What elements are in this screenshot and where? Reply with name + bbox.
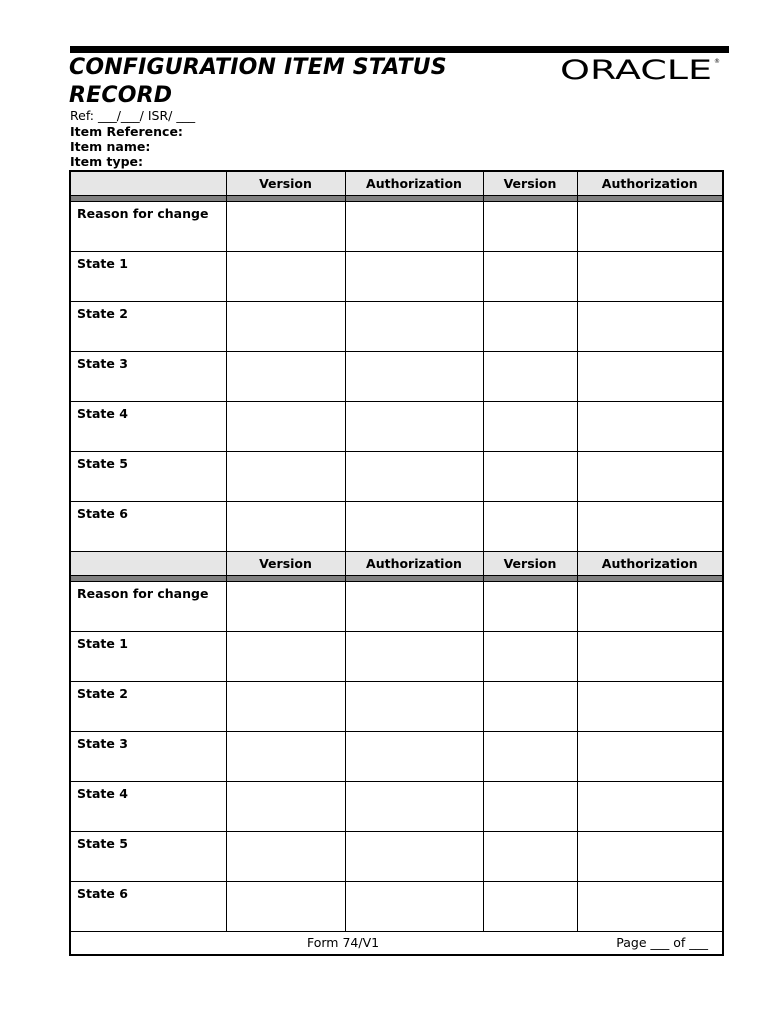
row-label: State 2 xyxy=(70,682,226,732)
entry-cell[interactable] xyxy=(577,502,723,552)
table-header-row xyxy=(70,552,723,576)
table-row xyxy=(70,302,723,352)
entry-cell[interactable] xyxy=(577,402,723,452)
item-type-label: Item type: xyxy=(70,154,144,169)
table-row xyxy=(70,402,723,452)
row-label: State 5 xyxy=(70,452,226,502)
entry-cell[interactable] xyxy=(345,732,483,782)
entry-cell[interactable] xyxy=(226,502,345,552)
table-row xyxy=(70,582,723,632)
entry-cell[interactable] xyxy=(226,682,345,732)
entry-cell[interactable] xyxy=(345,882,483,932)
row-label: State 6 xyxy=(70,882,226,932)
entry-cell[interactable] xyxy=(577,882,723,932)
title-line-1: CONFIGURATION ITEM STATUS xyxy=(69,55,447,80)
entry-cell[interactable] xyxy=(226,452,345,502)
column-header: Version xyxy=(226,552,345,576)
entry-cell[interactable] xyxy=(345,582,483,632)
item-reference-label: Item Reference: xyxy=(70,124,183,139)
entry-cell[interactable] xyxy=(226,202,345,252)
table-header-row xyxy=(70,171,723,196)
page-number: Page ___ of ___ xyxy=(616,935,708,950)
entry-cell[interactable] xyxy=(226,352,345,402)
status-table xyxy=(69,170,724,956)
row-label: State 3 xyxy=(70,732,226,782)
entry-cell[interactable] xyxy=(483,252,577,302)
entry-cell[interactable] xyxy=(226,252,345,302)
entry-cell[interactable] xyxy=(577,202,723,252)
oracle-logo-text: ORACLE xyxy=(560,56,712,82)
entry-cell[interactable] xyxy=(483,832,577,882)
row-label: State 6 xyxy=(70,502,226,552)
entry-cell[interactable] xyxy=(345,632,483,682)
entry-cell[interactable] xyxy=(345,302,483,352)
entry-cell[interactable] xyxy=(345,252,483,302)
row-label: State 2 xyxy=(70,302,226,352)
entry-cell[interactable] xyxy=(345,202,483,252)
column-header: Authorization xyxy=(577,552,723,576)
entry-cell[interactable] xyxy=(345,782,483,832)
entry-cell[interactable] xyxy=(345,832,483,882)
entry-cell[interactable] xyxy=(345,452,483,502)
entry-cell[interactable] xyxy=(483,502,577,552)
entry-cell[interactable] xyxy=(577,682,723,732)
column-header: Authorization xyxy=(345,552,483,576)
entry-cell[interactable] xyxy=(577,252,723,302)
entry-cell[interactable] xyxy=(577,302,723,352)
top-rule xyxy=(70,46,729,53)
entry-cell[interactable] xyxy=(345,682,483,732)
ref-line: Ref: ___/___/ ISR/ ___ xyxy=(70,108,196,123)
entry-cell[interactable] xyxy=(483,582,577,632)
entry-cell[interactable] xyxy=(226,732,345,782)
entry-cell[interactable] xyxy=(577,352,723,402)
entry-cell[interactable] xyxy=(226,632,345,682)
row-label: State 1 xyxy=(70,252,226,302)
entry-cell[interactable] xyxy=(483,352,577,402)
entry-cell[interactable] xyxy=(483,452,577,502)
entry-cell[interactable] xyxy=(577,452,723,502)
table-row xyxy=(70,632,723,682)
header-blank-cell xyxy=(70,552,226,576)
entry-cell[interactable] xyxy=(577,582,723,632)
entry-cell[interactable] xyxy=(226,782,345,832)
entry-cell[interactable] xyxy=(483,402,577,452)
row-label: Reason for change xyxy=(70,202,226,252)
table-row xyxy=(70,882,723,932)
entry-cell[interactable] xyxy=(483,882,577,932)
table-row xyxy=(70,732,723,782)
oracle-logo xyxy=(560,56,722,82)
row-label: State 3 xyxy=(70,352,226,402)
row-label: State 4 xyxy=(70,782,226,832)
item-name-label: Item name: xyxy=(70,139,151,154)
row-label: State 4 xyxy=(70,402,226,452)
column-header: Authorization xyxy=(345,171,483,196)
registered-mark-icon: ® xyxy=(714,58,720,65)
entry-cell[interactable] xyxy=(577,632,723,682)
entry-cell[interactable] xyxy=(226,402,345,452)
entry-cell[interactable] xyxy=(483,782,577,832)
table-row xyxy=(70,502,723,552)
column-header: Version xyxy=(483,171,577,196)
entry-cell[interactable] xyxy=(226,302,345,352)
entry-cell[interactable] xyxy=(483,202,577,252)
entry-cell[interactable] xyxy=(483,732,577,782)
entry-cell[interactable] xyxy=(345,502,483,552)
table-row xyxy=(70,782,723,832)
table-row xyxy=(70,452,723,502)
entry-cell[interactable] xyxy=(577,782,723,832)
form-number: Form 74/V1 xyxy=(307,935,380,950)
row-label: State 5 xyxy=(70,832,226,882)
table-row xyxy=(70,352,723,402)
entry-cell[interactable] xyxy=(483,302,577,352)
row-label: State 1 xyxy=(70,632,226,682)
entry-cell[interactable] xyxy=(226,832,345,882)
entry-cell[interactable] xyxy=(226,882,345,932)
entry-cell[interactable] xyxy=(483,682,577,732)
table-row xyxy=(70,202,723,252)
form-footer xyxy=(70,932,723,956)
column-header: Version xyxy=(226,171,345,196)
title-line-2: RECORD xyxy=(69,83,173,108)
entry-cell[interactable] xyxy=(483,632,577,682)
entry-cell[interactable] xyxy=(345,402,483,452)
table-row xyxy=(70,682,723,732)
header-blank-cell xyxy=(70,171,226,196)
entry-cell[interactable] xyxy=(226,582,345,632)
column-header: Authorization xyxy=(577,171,723,196)
table-row xyxy=(70,252,723,302)
document-title xyxy=(69,54,539,110)
entry-cell[interactable] xyxy=(345,352,483,402)
column-header: Version xyxy=(483,552,577,576)
entry-cell[interactable] xyxy=(577,732,723,782)
row-label: Reason for change xyxy=(70,582,226,632)
entry-cell[interactable] xyxy=(577,832,723,882)
table-row xyxy=(70,832,723,882)
